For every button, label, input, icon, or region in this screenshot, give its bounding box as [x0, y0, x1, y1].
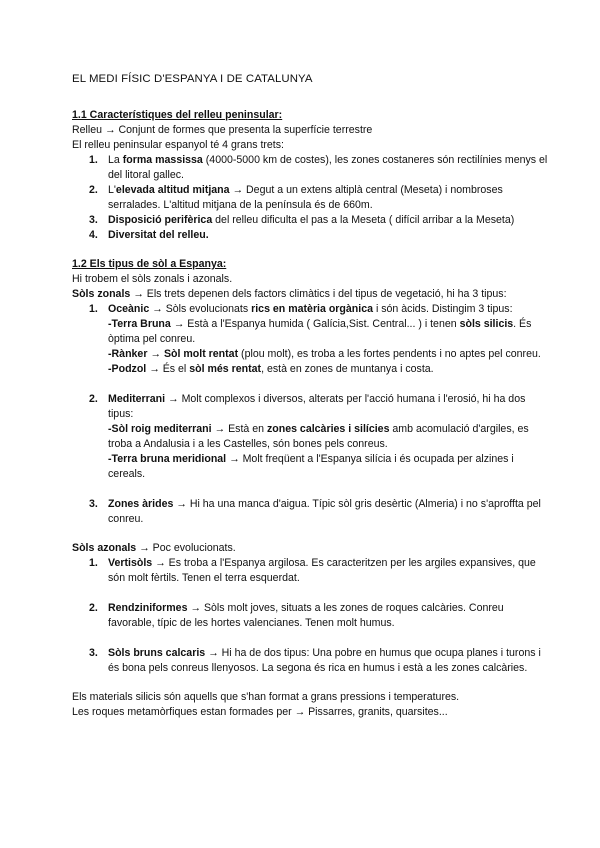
list-item: 2. Rendziniformes → Sòls molt joves, situats a les zones de roques calcàries. Conreu favorable, típic de les hortes valencianes. Tenen molt humus. — [89, 602, 504, 629]
zonal-soils-intro: Sòls zonals → Els trets depenen dels factors climàtics i del tipus de vegetació, hi ha 3 tipus: — [72, 288, 507, 300]
list-item: 1. Vertisòls → Es troba a l'Espanya argilosa. Es caracteritzen per les argiles expansives, que són molt fèrtils. Tenen el terra esquerdat. — [89, 557, 536, 584]
paragraph: Relleu → Conjunt de formes que presenta la superfície terrestre — [72, 124, 373, 136]
paragraph: El relleu peninsular espanyol té 4 grans trets: — [72, 139, 284, 151]
list-item: 3. Disposició perifèrica del relleu dificulta el pas a la Meseta ( difícil arribar a la Meseta) — [89, 214, 515, 226]
list-item: 1. La forma massissa (4000-5000 km de costes), les zones costaneres són rectilínies menys el del litoral gallec. — [89, 154, 548, 181]
list-item: 3. Sòls bruns calcaris → Hi ha de dos tipus: Una pobre en humus que ocupa planes i turons i és bona pels conreus llenyosos. La segona és rica en humus i està a les zones calcàries. — [89, 647, 541, 674]
subtype-ranker: -Rànker → Sòl molt rentat (plou molt), es troba a les fortes pendents i no aptes pel conreu. — [108, 348, 541, 360]
section-heading-soils: 1.2 Els tipus de sòl a Espanya: — [72, 258, 227, 270]
list-item: 1. Oceànic → Sòls evolucionats rics en matèria orgànica i són àcids. Distingim 3 tipus: -Terra Bruna → Està a l'Espanya humida ( Galícia,Sist. Central... ) i tenen sòls silicis. És òptima pel conreu. -Rànker → Sòl molt rentat (plou molt), es troba a les fortes pendents i no aptes pel conreu. -Podzol → És el sòl més rentat, està en zones de muntanya i costa. — [72, 302, 550, 392]
relief-traits-list — [72, 153, 550, 243]
paragraph: Les roques metamòrfiques estan formades per → Pissarres, granits, quarsites... — [72, 706, 448, 718]
list-item: 4. Diversitat del relleu. — [89, 229, 209, 241]
subtype-sol-roig: -Sòl roig mediterrani → Està en zones calcàries i silícies amb acomulació d'argiles, es troba a Andalusia i a les Castelles, són bones pels conreus. — [108, 423, 529, 450]
paragraph: Hi trobem el sòls zonals i azonals. — [72, 273, 233, 285]
document-page — [72, 62, 550, 720]
subtype-podzol: -Podzol → És el sòl més rentat, està en zones de muntanya i costa. — [108, 363, 434, 375]
paragraph: Els materials silicis són aquells que s'han format a grans pressions i temperatures. — [72, 691, 460, 703]
list-item: 2. L'elevada altitud mitjana → Degut a un extens altiplà central (Meseta) i nombroses serralades. L'altitud mitjana de la península és de 660m. — [89, 184, 503, 211]
list-item: 2. Mediterrani → Molt complexos i diversos, alterats per l'acció humana i l'erosió, hi ha dos tipus: -Sòl roig mediterrani → Està en zones calcàries i silícies amb acomulació d'argiles, es troba a Andalusia i a les Castelles, són bones pels conreus. -Terra bruna meridional → Molt freqüent a l'Espanya silícia i és ocupada per alzines i cereals. — [72, 392, 550, 497]
document-title: EL MEDI FÍSIC D'ESPANYA I DE CATALUNYA — [72, 73, 313, 85]
azonal-soils-list — [72, 556, 550, 676]
subtype-terra-bruna: -Terra Bruna → Està a l'Espanya humida ( Galícia,Sist. Central... ) i tenen sòls silicis. És òptima pel conreu. — [108, 318, 532, 345]
section-heading-relief: 1.1 Característiques del relleu peninsular: — [72, 109, 283, 121]
azonal-soils-intro: Sòls azonals → Poc evolucionats. — [72, 542, 236, 554]
zonal-soils-list — [72, 302, 550, 527]
list-item: 3. Zones àrides → Hi ha una manca d'aigua. Típic sòl gris desèrtic (Almeria) i no s'aproffta pel conreu. — [89, 498, 541, 525]
subtype-terra-bruna-meridional: -Terra bruna meridional → Molt freqüent a l'Espanya silícia i és ocupada per alzines i cereals. — [108, 453, 514, 480]
